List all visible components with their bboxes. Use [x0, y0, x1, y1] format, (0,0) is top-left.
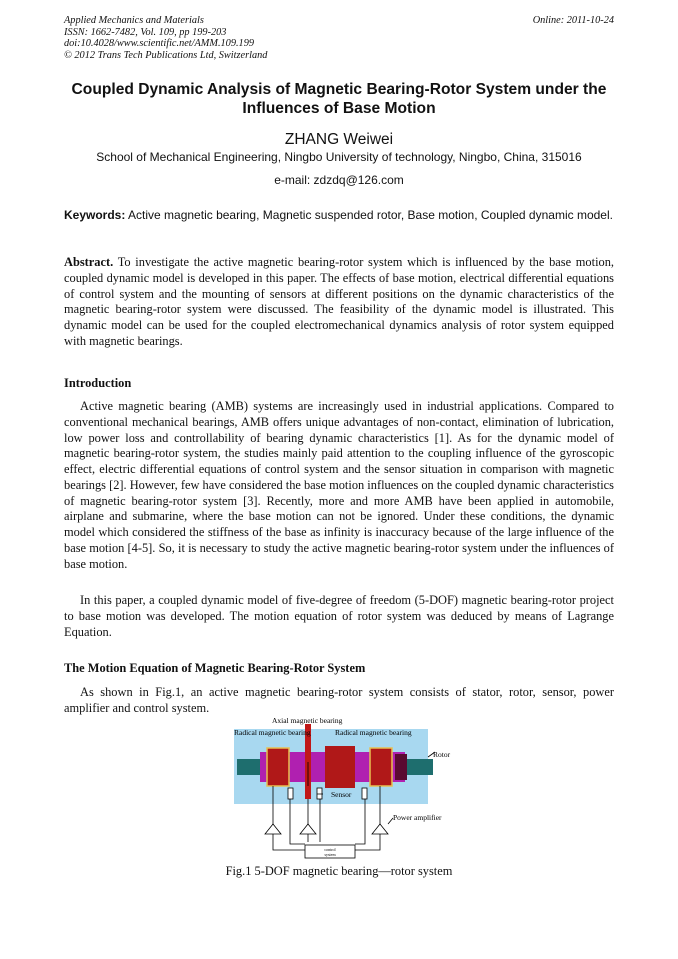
affiliation: School of Mechanical Engineering, Ningbo University of technology, Ningbo, China, 315016 [96, 150, 582, 164]
journal-name: Applied Mechanics and Materials [64, 15, 204, 26]
motion-paragraph-1: As shown in Fig.1, an active magnetic bearing-rotor system consists of stator, rotor, sensor, power amplifier and control system. [64, 685, 614, 715]
label-rotor: Rotor [433, 750, 451, 759]
amplifier-left [265, 824, 281, 834]
paper-title: Coupled Dynamic Analysis of Magnetic Bearing-Rotor System under the Influences of Base Motion [71, 81, 607, 117]
keywords-text: Active magnetic bearing, Magnetic suspended rotor, Base motion, Coupled dynamic model. [125, 208, 613, 222]
abstract-label: Abstract. [64, 255, 114, 269]
label-control: control [324, 847, 336, 852]
copyright: © 2012 Trans Tech Publications Ltd, Switzerland [64, 49, 268, 61]
label-sensor: Sensor [331, 790, 352, 799]
motion-heading: The Motion Equation of Magnetic Bearing-Rotor System [64, 661, 366, 675]
journal-header [64, 15, 267, 61]
doi: doi:10.4028/www.scientific.net/AMM.109.199 [64, 38, 254, 49]
intro-paragraph-2: In this paper, a coupled dynamic model of five-degree of freedom (5-DOF) magnetic bearing-rotor project to base motion was developed. The motion equation of rotor system was deduced by means of Lagrange Equation. [64, 593, 614, 639]
keywords-label: Keywords: [64, 208, 126, 222]
abstract [64, 255, 614, 350]
label-amplifier: Power amplifier [393, 813, 442, 822]
radial-bearing-right [370, 748, 392, 786]
label-axial: Axial magnetic bearing [272, 716, 343, 725]
central-coil [325, 746, 355, 788]
label-system: system [324, 852, 336, 857]
email: e-mail: zdzdq@126.com [274, 173, 404, 187]
abstract-text: To investigate the active magnetic bearing-rotor system which is influenced by the base motion, coupled dynamic model is developed in this paper. The effects of base motion, electrical differential equations of control system and the mounting of sensors at different positions on the dynamic characteristics of the magnetic bearing-rotor system were discussed. The feasibility of the dynamic model is illustrated. This dynamic model can be used for the coupled electromechanical dynamics analysis of rotor system equipped with magnetic bearings. [64, 255, 614, 348]
label-radial-right: Radical magnetic bearing [335, 728, 412, 737]
amplifier-center [300, 824, 316, 834]
author: ZHANG Weiwei [284, 131, 394, 148]
figure-caption: Fig.1 5-DOF magnetic bearing—rotor system [225, 864, 453, 878]
intro-paragraph-1: Active magnetic bearing (AMB) systems are increasingly used in industrial applications. Compared to conventional mechanical bearings, AMB offers unique advantages of non-contact, elimination of lubrication, low power loss and controllability of bearing dynamic characteristics [1]. As for the dynamic model of magnetic bearing-rotor system, the studies mainly paid attention to the coupling influence of the gyroscopic effect, electric differential equations of control system and the sensor situation in comparison with magnetic bearings [2]. However, few have considered the base motion influences on the coupled dynamic characteristics of magnetic bearing-rotor system [3]. Recently, more and more AMB have been applied in automobile, airplane and submarine, where the base motion can not be ignored. Under these conditions, the dynamic model which considered the stiffness of the base as infinity is inaccuracy because of the large influence of the base motion [4-5]. So, it is necessary to study the active magnetic bearing-rotor system under the influences of base motion. [64, 399, 614, 571]
rotor-end [395, 754, 407, 780]
amplifier-right [372, 824, 388, 834]
intro-heading: Introduction [64, 376, 132, 390]
issn: ISSN: 1662-7482, Vol. 109, pp 199-203 [64, 26, 227, 38]
label-radial-left: Radical magnetic bearing [234, 728, 311, 737]
radial-bearing-left [267, 748, 289, 786]
figure-1 [225, 712, 455, 862]
online-date: Online: 2011-10-24 [532, 15, 614, 26]
keywords [64, 207, 614, 223]
